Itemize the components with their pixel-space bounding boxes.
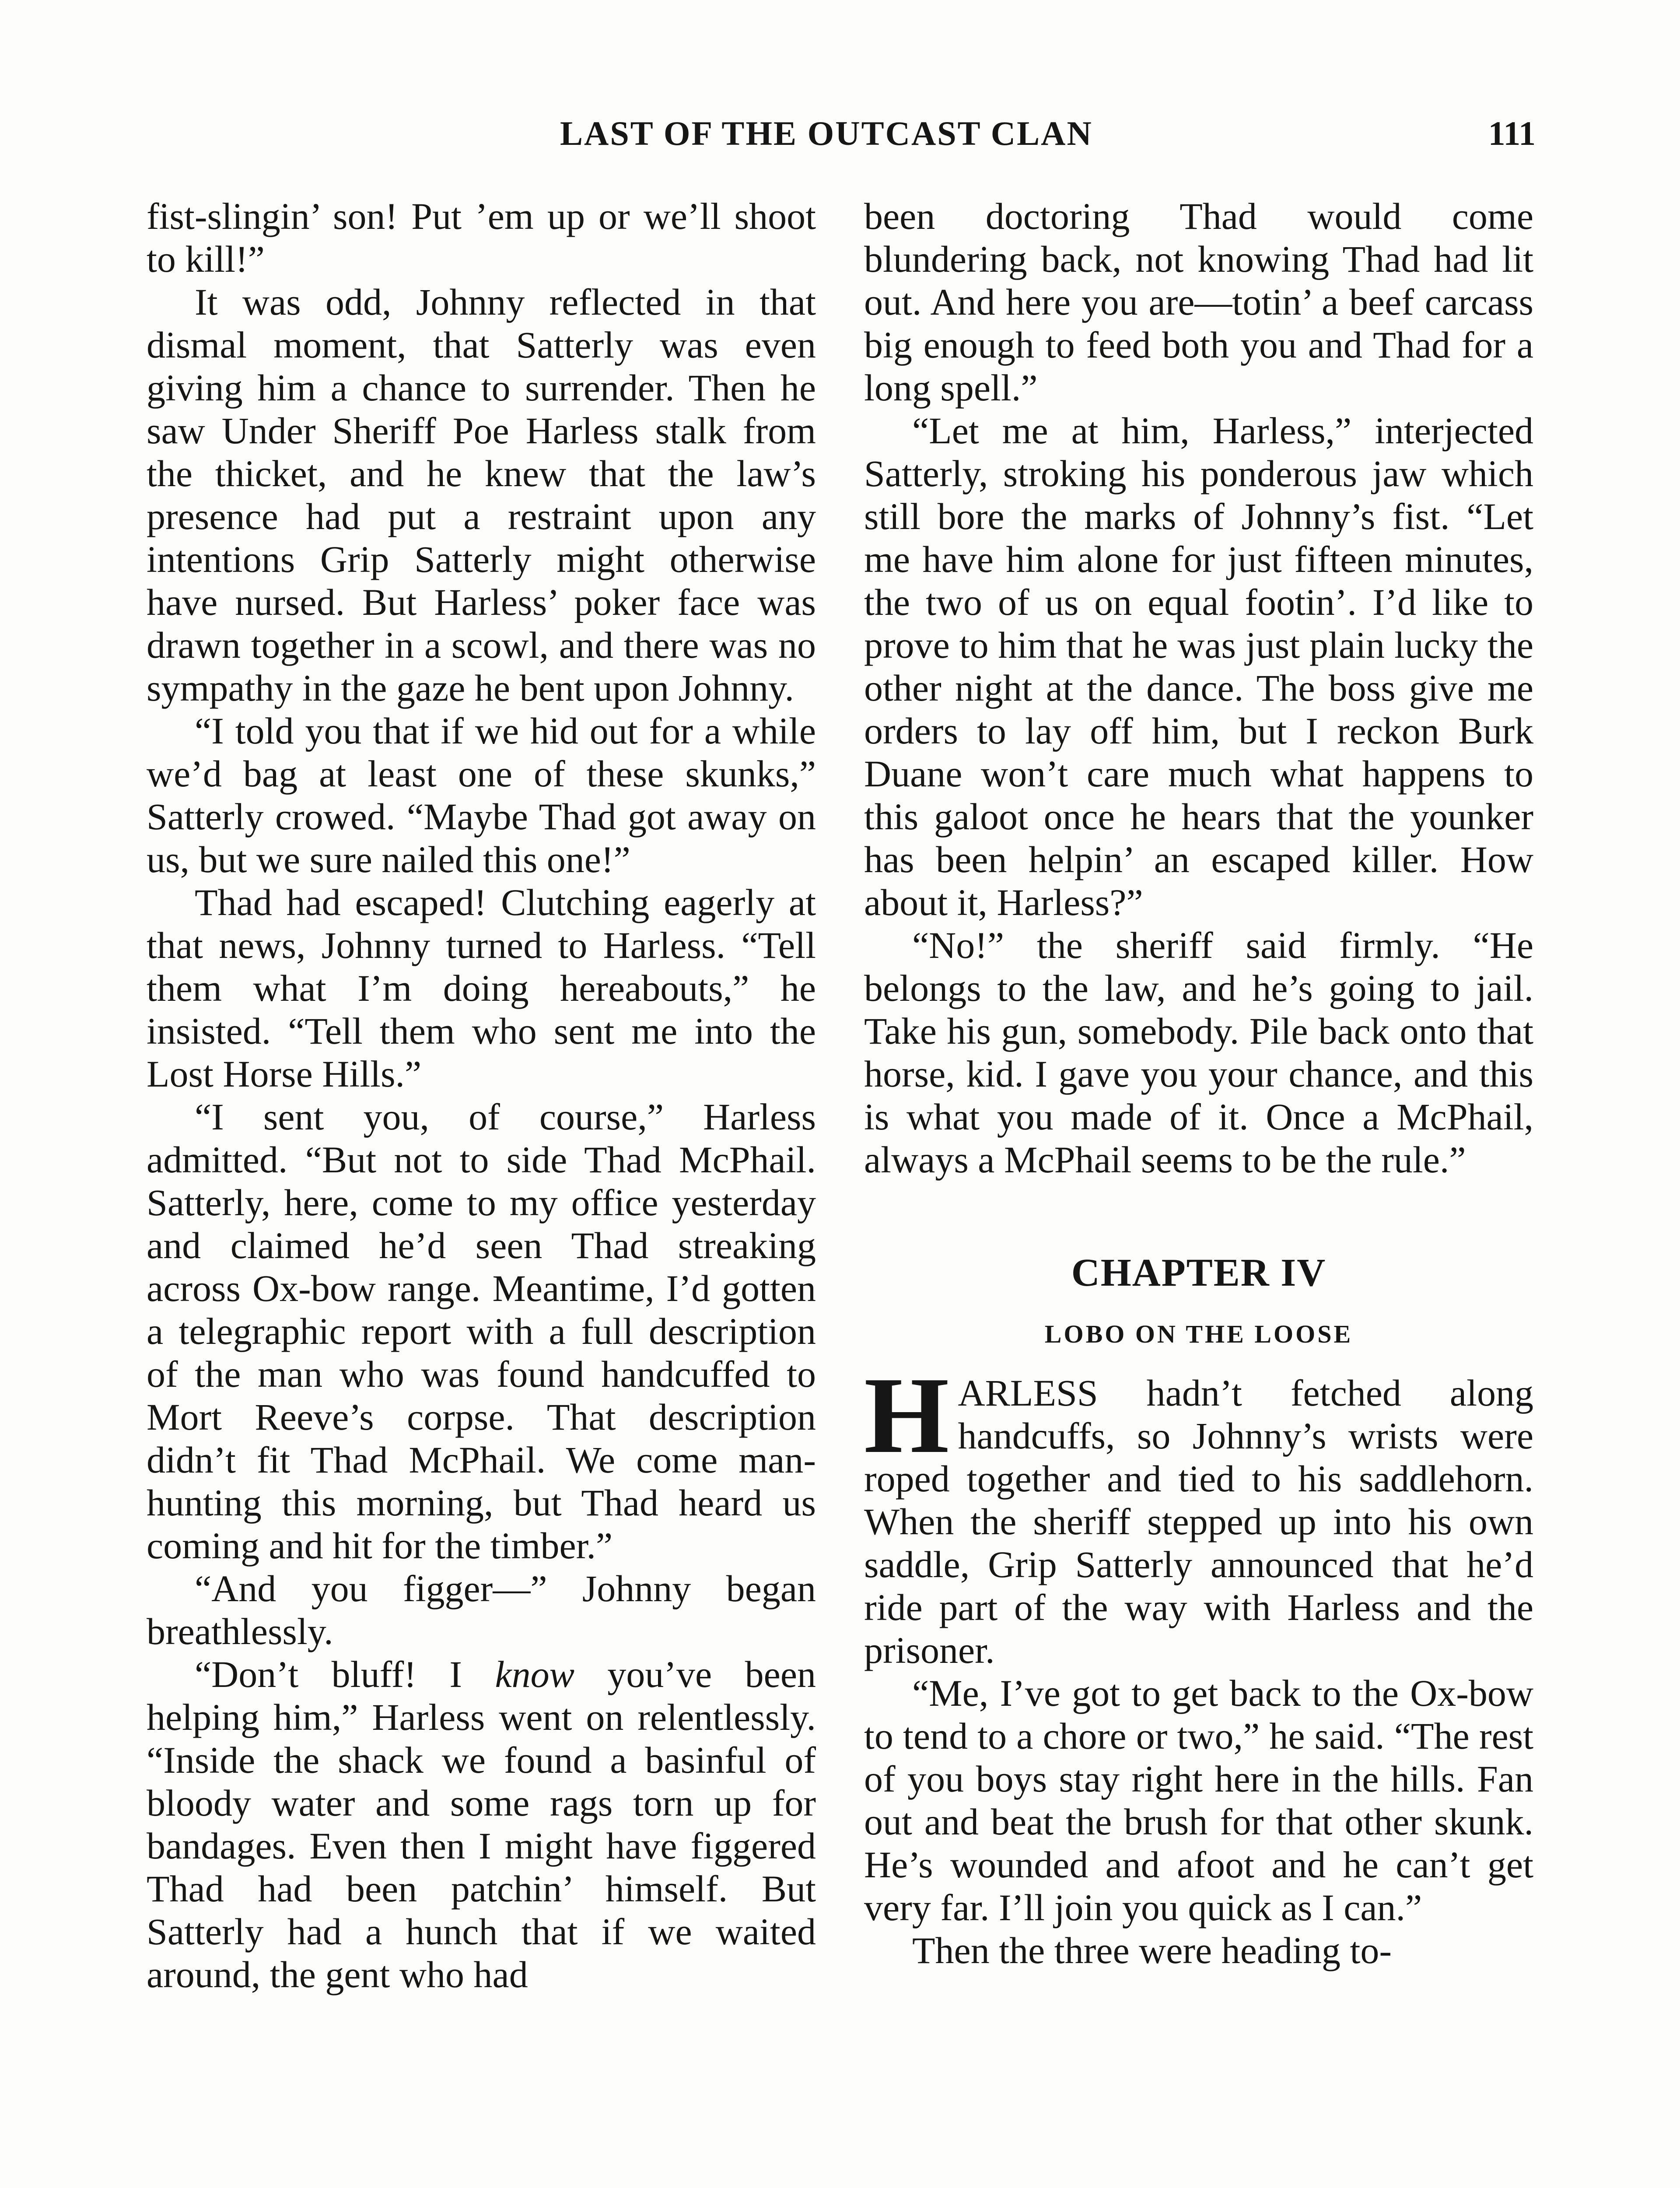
text-run: “Don’t bluff! I: [195, 1653, 495, 1695]
paragraph: been doctoring Thad would come blundering back, not knowing Thad had lit out. And here you are—totin’ a beef carcass big enough to feed both you and Thad for a long spell.”: [864, 195, 1533, 409]
paragraph: Then the three were heading to-: [912, 1929, 1392, 1971]
paragraph: [864, 1355, 1533, 1672]
paragraph: “And you figger—” Johnny began breathlessly.: [147, 1567, 816, 1652]
text-run: you’ve been helping him,” Harless went on relentlessly. “Inside the shack we found a basinful of bloody water and some rags torn up for bandages. Even then I might have figgered Thad had been patchin’ himself. But Satterly had a hunch that if we waited around, the gent who had: [147, 1653, 816, 1995]
paragraph: “Let me at him, Harless,” interjected Satterly, stroking his ponderous jaw which still bore the marks of Johnny’s fist. “Let me have him alone for just fifteen minutes, the two of us on equal footin’. I’d like to prove to him that he was just plain lucky the other night at the dance. The boss give me orders to lay off him, but I reckon Burk Duane won’t care much what happens to this galoot once he hears that the younker has been helpin’ an escaped killer. How about it, Harless?”: [864, 410, 1533, 923]
running-header: [136, 109, 1536, 158]
paragraph: “I sent you, of course,” Harless admitted. “But not to side Thad McPhail. Satterly, here, come to my office yesterday and claimed he’d seen Thad streaking across Ox-bow range. Meantime, I’d gotten a telegraphic report with a full description of the man who was found handcuffed to Mort Reeve’s corpse. That description didn’t fit Thad McPhail. We come man-hunting this morning, but Thad heard us coming and hit for the timber.”: [147, 1096, 816, 1567]
right-column: [864, 195, 1533, 1972]
paragraph: Thad had escaped! Clutching eagerly at that news, Johnny turned to Harless. “Tell them what I’m doing hereabouts,” he insisted. “Tell them who sent me into the Lost Horse Hills.”: [147, 881, 816, 1095]
left-column: [147, 195, 816, 1996]
italic-text: know: [495, 1653, 574, 1695]
paragraph: It was odd, Johnny reflected in that dismal moment, that Satterly was even giving him a chance to surrender. Then he saw Under Sheriff Poe Harless stalk from the thicket, and he knew that the law’s presence had put a restraint upon any intentions Grip Satterly might otherwise have nursed. But Harless’ poker face was drawn together in a scowl, and there was no sympathy in the gaze he bent upon Johnny.: [147, 281, 816, 709]
paragraph: fist-slingin’ son! Put ’em up or we’ll shoot to kill!”: [147, 195, 816, 280]
running-title: LAST OF THE OUTCAST CLAN: [560, 114, 1093, 152]
paragraph: “I told you that if we hid out for a while we’d bag at least one of these skunks,” Satterly crowed. “Maybe Thad got away on us, but we sure nailed this one!”: [147, 710, 816, 880]
drop-cap: H: [864, 1355, 949, 1476]
paragraph: “Me, I’ve got to get back to the Ox-bow to tend to a chore or two,” he said. “The rest of you boys stay right here in the hills. Fan out and beat the brush for that other skunk. He’s wounded and afoot and he can’t get very far. I’ll join you quick as I can.”: [864, 1672, 1533, 1929]
paragraph: [147, 1653, 816, 1996]
page-number: 111: [1488, 114, 1536, 152]
paragraph: “No!” the sheriff said firmly. “He belongs to the law, and he’s going to jail. Take his gun, somebody. Pile back onto that horse, kid. I gave you your chance, and this is what you made of it. Once a McPhail, always a McPhail seems to be the rule.”: [864, 924, 1533, 1181]
text-run: ARLESS hadn’t fetched along handcuffs, so Johnny’s wrists were roped together and tied to his saddlehorn. When the sheriff stepped up into his own saddle, Grip Satterly announced that he’d ride part of the way with Harless and the prisoner.: [864, 1372, 1533, 1671]
chapter-subtitle: LOBO ON THE LOOSE: [1044, 1320, 1353, 1348]
chapter-title: CHAPTER IV: [1071, 1251, 1326, 1294]
